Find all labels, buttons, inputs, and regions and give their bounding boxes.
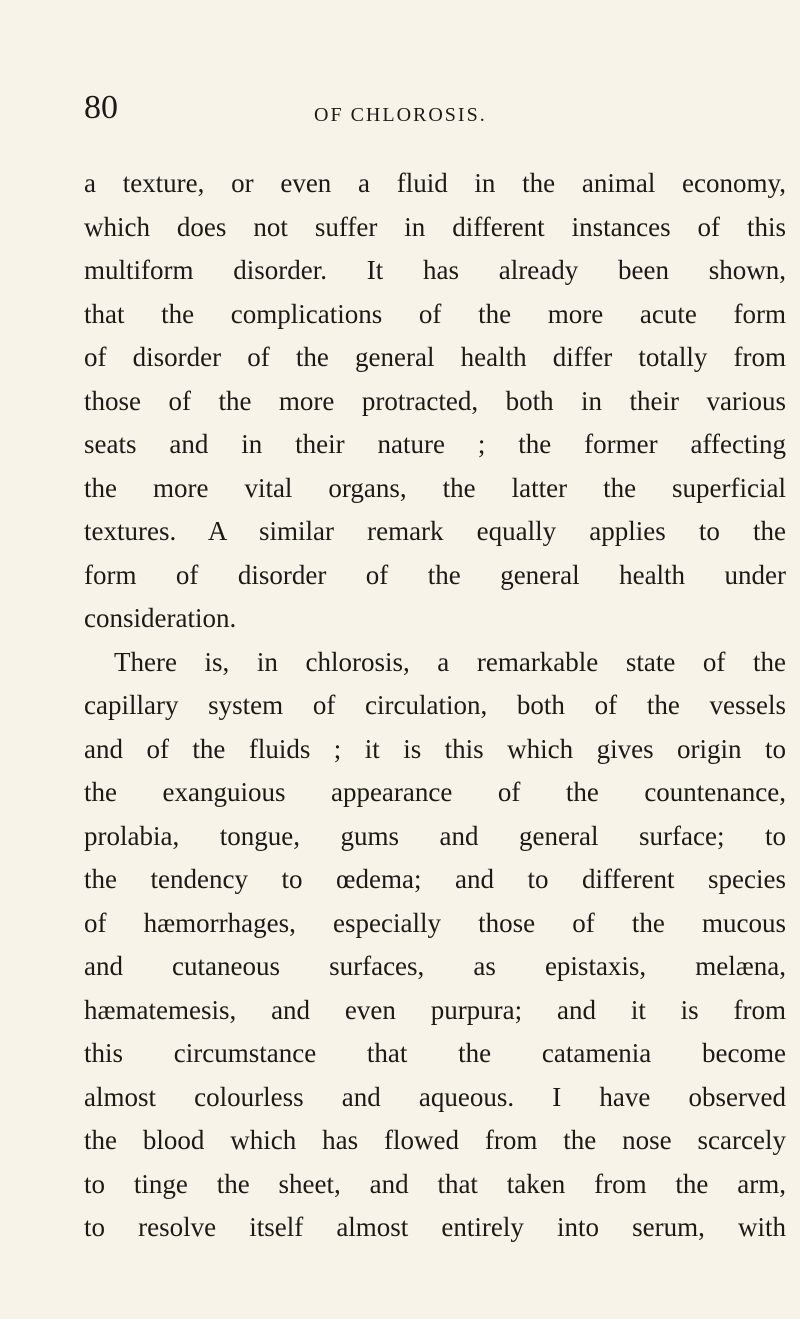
text-line: the tendency to œdema; and to different species: [84, 864, 786, 894]
text-line: of hæmorrhages, especially those of the mucous: [84, 907, 786, 938]
text-line: seats and in their nature ; the former affecting: [84, 429, 786, 459]
text-line: prolabia, tongue, gums and general surface; to: [84, 820, 786, 851]
running-title: OF CHLOROSIS.: [314, 104, 487, 126]
text-line: that the complications of the more acute form: [84, 298, 786, 329]
text-line: those of the more protracted, both in their various: [84, 385, 786, 416]
text-line: which does not suffer in different instances of this: [84, 211, 786, 242]
text-line: and cutaneous surfaces, as epistaxis, melæna,: [84, 951, 786, 981]
text-line: of disorder of the general health differ totally from: [84, 342, 786, 372]
text-line: hæmatemesis, and even purpura; and it is from: [84, 994, 786, 1025]
body-text: [84, 162, 786, 1250]
text-line: almost colourless and aqueous. I have observed: [84, 1081, 786, 1112]
text-line-paragraph-end: consideration.: [84, 603, 237, 633]
text-line: to tinge the sheet, and that taken from the arm,: [84, 1168, 786, 1199]
text-line: form of disorder of the general health under: [84, 559, 786, 590]
text-line: capillary system of circulation, both of the vessels: [84, 690, 786, 720]
text-line: a texture, or even a fluid in the animal economy,: [84, 168, 786, 198]
text-line: textures. A similar remark equally applies to the: [84, 516, 786, 546]
text-line: to resolve itself almost entirely into serum, with: [84, 1212, 786, 1242]
text-line: and of the fluids ; it is this which gives origin to: [84, 733, 786, 764]
text-line: the more vital organs, the latter the superficial: [84, 472, 786, 503]
text-line: the blood which has flowed from the nose scarcely: [84, 1125, 786, 1155]
page-number: 80: [84, 89, 118, 126]
text-line-paragraph-start: There is, in chlorosis, a remarkable state of the: [114, 646, 786, 677]
running-head: [84, 88, 784, 128]
text-line: multiform disorder. It has already been shown,: [84, 255, 786, 285]
text-line: the exanguious appearance of the countenance,: [84, 777, 786, 807]
text-line: this circumstance that the catamenia become: [84, 1038, 786, 1068]
